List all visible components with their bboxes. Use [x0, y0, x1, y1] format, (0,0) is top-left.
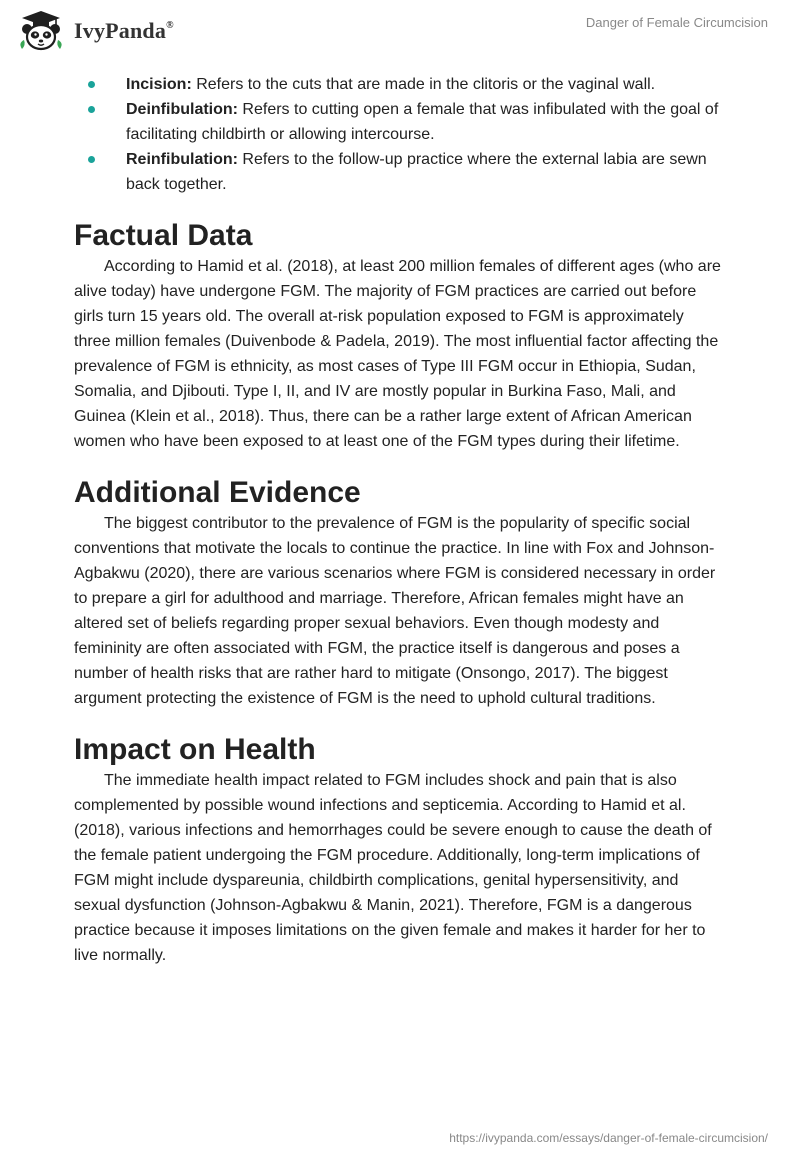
section-heading-additional-evidence: Additional Evidence	[74, 476, 361, 509]
registered-mark: ®	[166, 19, 174, 31]
section-heading-impact-on-health: Impact on Health	[74, 733, 316, 766]
ivypanda-logo[interactable]	[16, 9, 174, 53]
panda-graduate-icon	[16, 9, 66, 53]
page-header	[0, 0, 800, 66]
section-paragraph: The biggest contributor to the prevalence of FGM is the popularity of specific social conventions that motivate the locals to continue the practice. In line with Fox and Johnson-Agbakwu (2020), there are various scenarios where FGM is considered necessary in order to prepare a girl for adulthood and marriage. Therefore, African females might have an altered set of beliefs regarding proper sexual behaviors. Even though modesty and femininity are often associated with FGM, the practice itself is dangerous and poses a number of health risks that are rather hard to mitigate (Onsongo, 2017). The biggest argument protecting the existence of FGM is the need to uphold cultural traditions.	[74, 515, 716, 707]
list-item	[74, 97, 724, 147]
bullet-icon	[88, 81, 95, 88]
essay-content	[74, 72, 724, 968]
source-url-link[interactable]: https://ivypanda.com/essays/danger-of-female-circumcision/	[449, 1131, 768, 1145]
section-heading-factual-data: Factual Data	[74, 219, 253, 252]
bullet-icon	[88, 106, 95, 113]
section-paragraph: The immediate health impact related to FGM includes shock and pain that is also complemented by possible wound infections and septicemia. According to Hamid et al. (2018), various infections and hemorrhages could be severe enough to cause the death of the female patient undergoing the FGM procedure. Additionally, long-term implications of FGM might include dyspareunia, childbirth complications, genital hypersensitivity, and sexual dysfunction (Johnson-Agbakwu & Manin, 2021). Therefore, FGM is a dangerous practice because it imposes limitations on the given female and makes it harder for her to live normally.	[74, 772, 712, 964]
definition-term: Reinfibulation:	[126, 151, 238, 168]
list-item	[74, 147, 724, 197]
document-title: Danger of Female Circumcision	[585, 15, 768, 30]
definition-list	[74, 72, 724, 197]
definition-term: Deinfibulation:	[126, 101, 238, 118]
section-paragraph: According to Hamid et al. (2018), at least 200 million females of different ages (who are alive today) have undergone FGM. The majority of FGM practices are carried out before girls turn 15 years old. The overall at-risk population exposed to FGM is approximately three million females (Duivenbode & Padela, 2019). The most influential factor affecting the prevalence of FGM is ethnicity, as most cases of Type III FGM occur in Ethiopia, Sudan, Somalia, and Djibouti. Type I, II, and IV are mostly popular in Burkina Faso, Mali, and Guinea (Klein et al., 2018). Thus, there can be a rather large extent of African American women who have been exposed to at least one of the FGM types during their lifetime.	[74, 258, 721, 450]
bullet-icon	[88, 156, 95, 163]
definition-text: Refers to cutting open a female that was infibulated with the goal of facilitating childbirth or allowing intercourse.	[126, 101, 719, 143]
list-item	[74, 72, 724, 97]
definition-text: Refers to the follow-up practice where the external labia are sewn back together.	[126, 151, 707, 193]
brand-name: IvyPanda®	[74, 18, 174, 43]
definition-text: Refers to the cuts that are made in the clitoris or the vaginal wall.	[191, 76, 656, 93]
definition-term: Incision:	[126, 76, 192, 93]
